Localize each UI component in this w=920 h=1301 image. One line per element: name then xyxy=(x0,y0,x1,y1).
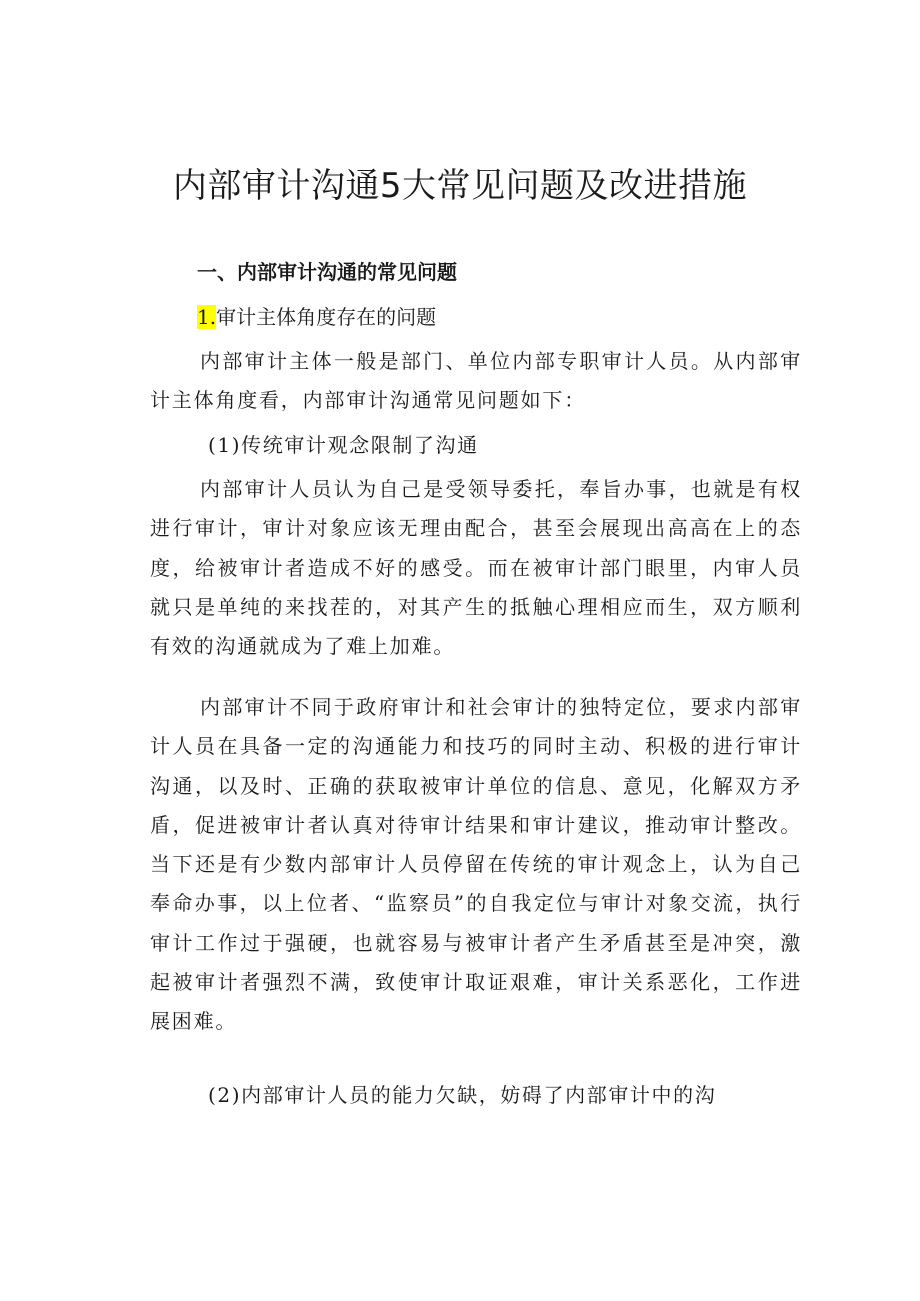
subheading-text: 审计主体角度存在的问题 xyxy=(216,305,437,329)
section-heading: 一、内部审计沟通的常见问题 xyxy=(197,260,457,284)
list-item-1: (1)传统审计观念限制了沟通 xyxy=(208,433,479,457)
document-title: 内部审计沟通5大常见问题及改进措施 xyxy=(172,166,748,206)
paragraph-intro: 内部审计主体一般是部门、单位内部专职审计人员。从内部审计主体角度看，内部审计沟通常见问题如下： xyxy=(150,349,802,413)
paragraph-traditional-concept: 内部审计人员认为自己是受领导委托，奉旨办事，也就是有权进行审计，审计对象应该无理由配合，甚至会展现出高高在上的态度，给被审计者造成不好的感受。而在被审计部门眼里，内审人员就只是单纯的来找茬的，对其产生的抵触心理相应而生，双方顺利有效的沟通就成为了难上加难。 xyxy=(150,477,802,659)
paragraph-positioning: 内部审计不同于政府审计和社会审计的独特定位，要求内部审计人员在具备一定的沟通能力和技巧的同时主动、积极的进行审计沟通，以及时、正确的获取被审计单位的信息、意见，化解双方矛盾，促进被审计者认真对待审计结果和审计建议，推动审计整改。当下还是有少数内部审计人员停留在传统的审计观念上，认为自己奉命办事，以上位者、“监察员”的自我定位与审计对象交流，执行审计工作过于强硬，也就容易与被审计者产生矛盾甚至是冲突，激起被审计者强烈不满，致使审计取证艰难，审计关系恶化，工作进展困难。 xyxy=(150,695,802,1034)
subheading-number-highlighted: 1. xyxy=(197,305,217,329)
list-item-2: (2)内部审计人员的能力欠缺，妨碍了内部审计中的沟 xyxy=(208,1083,717,1107)
subheading xyxy=(197,299,436,335)
